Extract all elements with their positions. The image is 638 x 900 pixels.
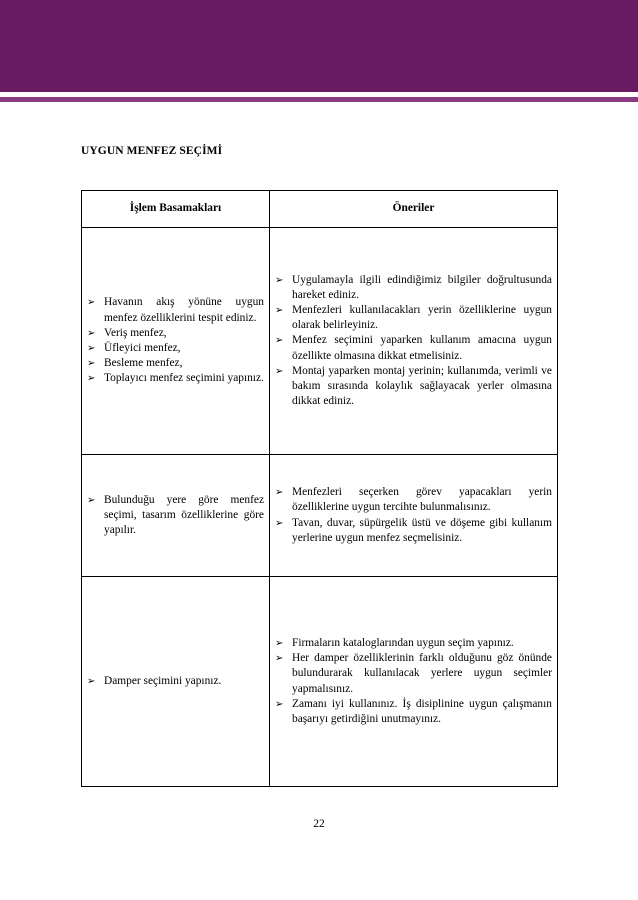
suggestions-cell (270, 455, 558, 577)
page-number: 22 (313, 818, 325, 830)
suggestions-cell (270, 577, 558, 787)
table-header-row (82, 191, 558, 228)
list-item: ➢ Menfez seçimini yaparken kullanım amacına uygun özellikte olmasına dikkat etmelisiniz. (275, 333, 552, 363)
steps-cell (82, 228, 270, 455)
list-item: ➢ Firmaların kataloglarından uygun seçim yapınız. (275, 636, 552, 651)
list-item: ➢ Uygulamayla ilgili edindiğimiz bilgiler doğrultusunda hareket ediniz. (275, 273, 552, 303)
list-item: ➢ Zamanı iyi kullanınız. İş disiplinine uygun çalışmanın başarıyı getirdiğini unutmayınız. (275, 697, 552, 727)
list-item: ➢ Damper seçimini yapınız. (87, 674, 264, 689)
list-item: ➢ Menfezleri kullanılacakları yerin özelliklerine uygun olarak belirleyiniz. (275, 303, 552, 333)
header-suggestions: Öneriler (270, 191, 558, 228)
steps-table (81, 190, 558, 787)
list-item: ➢ Veriş menfez, (87, 326, 264, 341)
section-title: UYGUN MENFEZ SEÇİMİ (81, 145, 223, 157)
list-item: ➢ Her damper özelliklerinin farklı olduğunu göz önünde bulundurarak kullanılacak yerlere uygun seçimler yapmalısınız. (275, 651, 552, 697)
table-row (82, 228, 558, 455)
header-stripe (0, 97, 638, 102)
list-item: ➢ Montaj yaparken montaj yerinin; kullanımda, verimli ve bakım sırasında kolaylık sağlayacak yerler olmasına dikkat ediniz. (275, 364, 552, 410)
table-row (82, 577, 558, 787)
steps-cell (82, 455, 270, 577)
suggestions-cell (270, 228, 558, 455)
list-item: ➢ Menfezleri seçerken görev yapacakları yerin özelliklerine uygun tercihte bulunmalısınız. (275, 485, 552, 515)
header-steps: İşlem Basamakları (82, 191, 270, 228)
list-item: ➢ Üfleyici menfez, (87, 341, 264, 356)
header-band (0, 0, 638, 92)
list-item: ➢ Tavan, duvar, süpürgelik üstü ve döşeme gibi kullanım yerlerine uygun menfez seçmelisiniz. (275, 516, 552, 546)
list-item: ➢ Besleme menfez, (87, 356, 264, 371)
steps-cell (82, 577, 270, 787)
list-item: ➢ Bulunduğu yere göre menfez seçimi, tasarım özelliklerine göre yapılır. (87, 493, 264, 539)
table-row (82, 455, 558, 577)
list-item: ➢ Toplayıcı menfez seçimini yapınız. (87, 371, 264, 386)
list-item: ➢ Havanın akış yönüne uygun menfez özelliklerini tespit ediniz. (87, 295, 264, 325)
